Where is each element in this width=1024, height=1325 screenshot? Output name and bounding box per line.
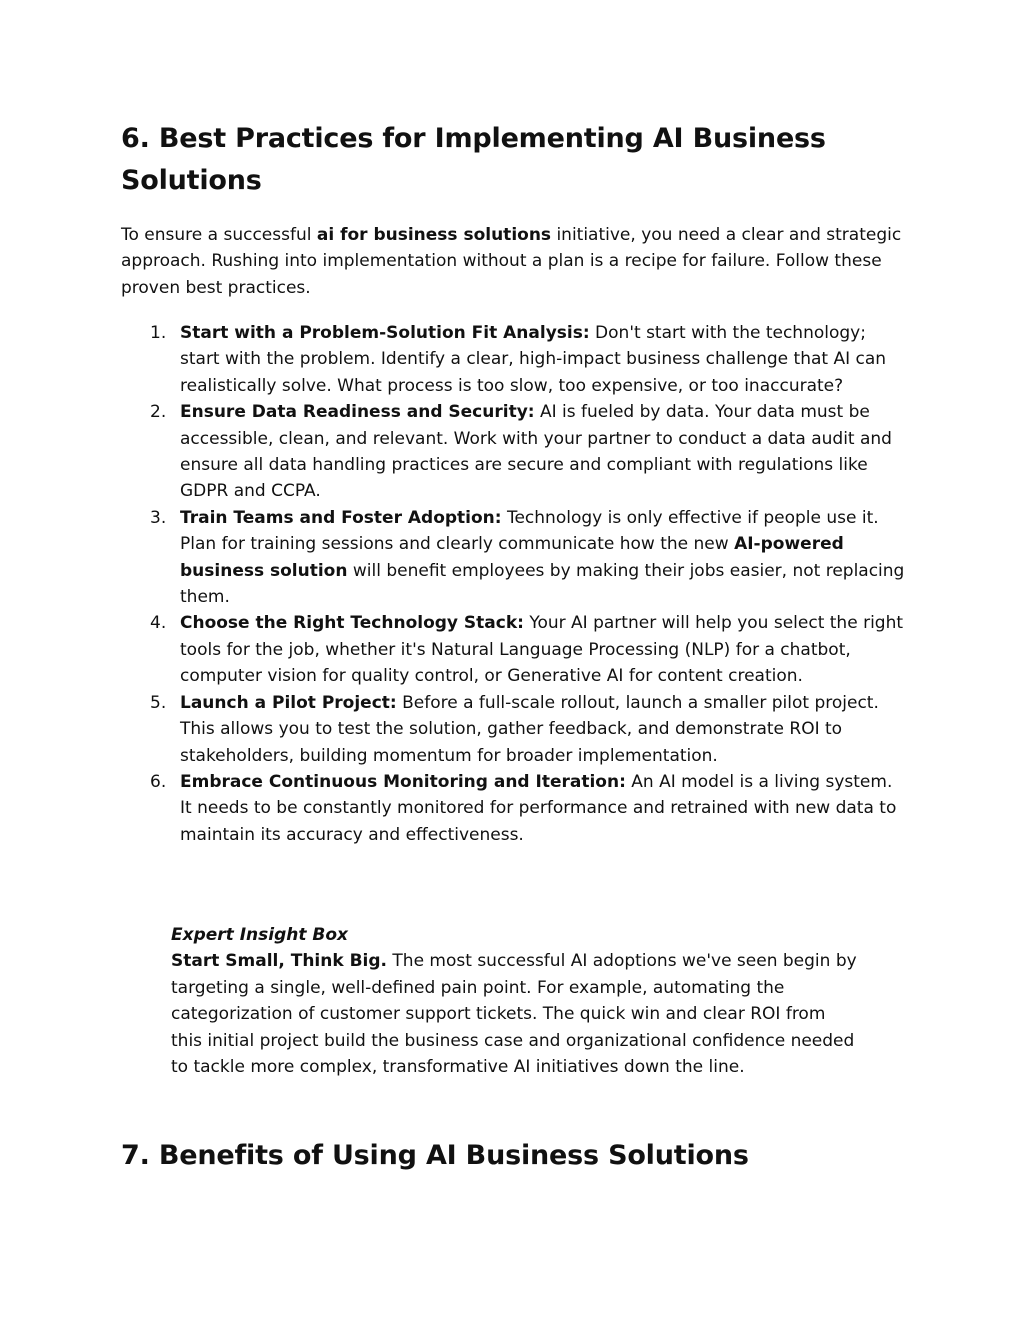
list-item-title: Embrace Continuous Monitoring and Iteration: xyxy=(180,771,626,792)
list-item-title: Choose the Right Technology Stack: xyxy=(180,613,524,634)
insight-lead: Start Small, Think Big. xyxy=(171,951,387,972)
best-practices-list xyxy=(121,320,906,848)
section-7-heading: 7. Benefits of Using AI Business Solutions xyxy=(121,1140,749,1171)
list-item xyxy=(121,505,906,611)
expert-insight-box xyxy=(171,922,861,1080)
list-item-number: 3. xyxy=(150,507,167,528)
list-item-text: Technology is only effective if people use it. Plan for training sessions and clearly communicate how the new xyxy=(180,507,879,555)
intro-text-end: initiative, you need a clear and strategic approach. Rushing into implementation without a plan is a recipe for failure. Follow these proven best practices. xyxy=(121,225,902,298)
list-item-text-end: will benefit employees by making their jobs easier, not replacing them. xyxy=(180,560,905,608)
list-item-title: Start with a Problem-Solution Fit Analysis: xyxy=(180,323,590,343)
list-item-text: Before a full-scale rollout, launch a smaller pilot project. This allows you to test the solution, gather feedback, and demonstrate ROI to stakeholders, building momentum for broader implementation. xyxy=(180,692,879,766)
list-item xyxy=(121,320,906,399)
list-item-text: Don't start with the technology; start with the problem. Identify a clear, high-impact business challenge that AI can realistically solve. What process is too slow, too expensive, or too inaccurate? xyxy=(180,323,887,396)
list-item-keyword: AI-powered business solution xyxy=(180,534,844,581)
insight-label: Expert Insight Box xyxy=(171,925,348,945)
list-item-text: An AI model is a living system. It needs to be constantly monitored for performance and retrained with new data to maintain its accuracy and effectiveness. xyxy=(180,771,897,845)
list-item-number: 4. xyxy=(150,613,167,634)
section-6-intro xyxy=(121,222,906,301)
list-item xyxy=(121,399,906,505)
list-item xyxy=(121,690,906,769)
list-item-title: Train Teams and Foster Adoption: xyxy=(180,507,502,528)
intro-keyword: ai for business solutions xyxy=(316,225,552,245)
list-item-number: 5. xyxy=(150,692,167,713)
list-item-number: 1. xyxy=(150,323,167,343)
list-item-title: Launch a Pilot Project: xyxy=(180,692,397,713)
list-item-text: AI is fueled by data. Your data must be accessible, clean, and relevant. Work with your partner to conduct a data audit and ensure all data handling practices are secure and compliant with regulations like GDPR and CCPA. xyxy=(180,402,892,502)
list-item xyxy=(121,769,906,848)
list-item-title: Ensure Data Readiness and Security: xyxy=(180,402,535,423)
list-item-number: 6. xyxy=(150,771,167,792)
list-item-text: Your AI partner will help you select the right tools for the job, whether it's Natural Language Processing (NLP) for a chatbot, computer vision for quality control, or Generative AI for content creation. xyxy=(180,613,904,687)
list-item xyxy=(121,610,906,689)
section-6-heading: 6. Best Practices for Implementing AI Business Solutions xyxy=(121,123,826,196)
intro-text-start: To ensure a successful xyxy=(121,225,317,245)
insight-text: The most successful AI adoptions we've seen begin by targeting a single, well-defined pain point. For example, automating the categorization of customer support tickets. The quick win and clear ROI from this initial project build the business case and organizational confidence needed to tackle more complex, transformative AI initiatives down the line. xyxy=(171,951,857,1078)
list-item-number: 2. xyxy=(150,402,167,423)
